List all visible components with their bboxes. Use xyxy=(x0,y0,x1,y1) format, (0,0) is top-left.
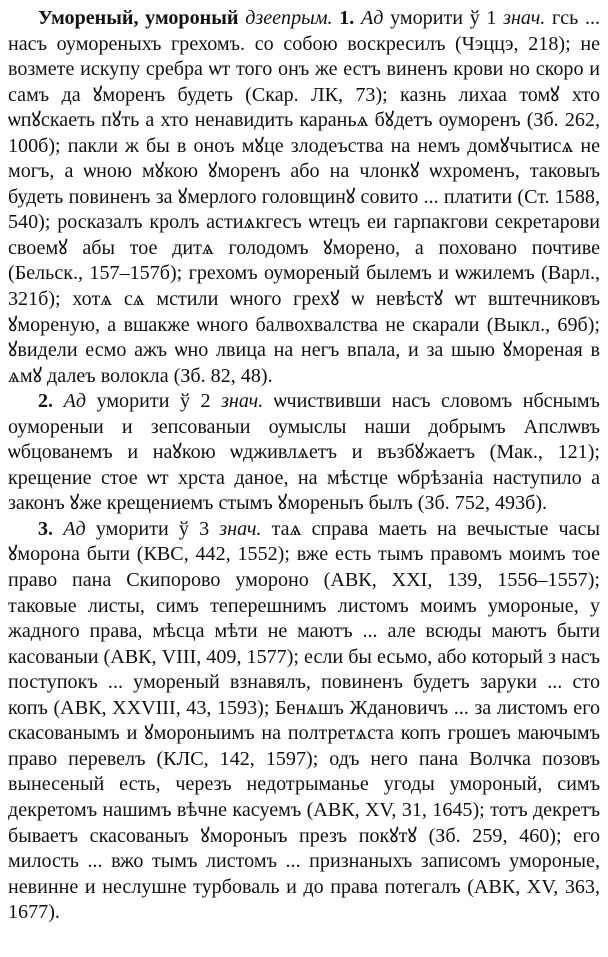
cross-ref-u: ў xyxy=(469,7,480,29)
cross-ref-sense-number: 1 xyxy=(486,7,497,29)
cross-ref-word: уморити xyxy=(96,390,170,413)
sense-number: 1. xyxy=(339,7,355,29)
cross-ref-znach: знач. xyxy=(221,390,264,413)
cross-ref-marker: Ад xyxy=(361,7,384,29)
cross-ref-sense-number: 3 xyxy=(199,517,210,540)
cross-ref-znach: знач. xyxy=(219,517,262,540)
headword: Умореный, умороный xyxy=(38,7,239,29)
sense-number: 3. xyxy=(38,517,54,540)
cross-ref-word: уморити xyxy=(390,7,464,29)
sense-body: гсь ... насъ оумореныхъ грехомъ. со собою воскресилъ (Чэццэ, 218); не возмете искупу сребра ѡт того онъ же естъ виненъ крови но скоро и самъ да ꙋморенъ будеть (Скар. ЛК, 73); казнь лихаа томꙋ хто ѡпꙋскаеть пꙋть а хто ненавидить караньѧ бꙋдетъ оуморенъ (Зб. 262, 100б); пакли ж бы в оноъ мꙋце злодеъства на немъ домꙋчытисѧ не могъ, а ѡною мꙋкою ꙋморенъ або на члонкꙋ ѡхроменъ, таковыъ будеть повиненъ за ꙋмерлого головщинꙋ совито ... платити (Ст. 1588, 540); росказалъ кролъ астиѧкгесъ ѡтецъ еи гарпакгови секретарови своемꙋ абы тое дитѧ голодомъ ꙋморено, а похованo почтиве (Бельск., 157–157б); грехомъ оумореный былемъ и ѡжилемъ (Варл., 321б); хотѧ сѧ мстили ѡного грехꙋ ѡ невѣстꙋ ѡт вштечниковъ ꙋмореную, а вшакже ѡного балвохвалства не скарали (Выкл., 69б); ꙋвидели есмо ажъ ѡно лвица на негъ впала, и за шыю ꙋмореная в ѧмꙋ далеъ волокла (Зб. 82, 48). xyxy=(8,7,601,387)
sense-number: 2. xyxy=(38,390,54,413)
dictionary-entry-sense-1 xyxy=(8,6,600,389)
cross-ref-u: ў xyxy=(178,517,189,540)
sense-body: таѧ справа маеть на вечыстые часы ꙋморона быти (КВС, 442, 1552); вже есть тымъ правомъ моимъ тое право пана Скипорово умороно (АВК, XXI, 139, 1556–1557); таковые листы, симъ теперешнимъ листомъ моимъ умороные, у жадного права, мѣсца мѣти не маютъ ... але всюды маютъ быти касованыи (АВК, VIII, 409, 1577); если бы есьмо, або который з насъ поступокъ ... умореный взнавялъ, повиненъ будетъ заруки ... сто копъ (АВК, XXVIII, 43, 1593); Бенѧшъ Ждановичъ ... за листомъ его скасованымъ и ꙋмороныимъ на полтретѧста копъ грошеъ маючымъ право перевелъ (КЛС, 142, 1597); одъ него пана Волчка позовъ вынесеный есть, черезъ недотрыманье угоды умороный, симъ декретомъ нашимъ вѣчне касуемъ (АВК, XV, 31, 1645); тотъ декретъ бываетъ скасованыъ ꙋмороныъ презъ покꙋтꙋ (Зб. 259, 460); его милость ... вжо тымъ листомъ ... признаныхъ записомъ умороные, невинне и неслушне турбоваль и до права потегалъ (АВК, XV, 363, 1677). xyxy=(8,517,600,924)
cross-ref-znach: знач. xyxy=(503,7,546,29)
cross-ref-word: уморити xyxy=(95,517,169,540)
cross-ref-marker: Ад xyxy=(63,517,86,540)
cross-ref-u: ў xyxy=(179,390,191,413)
part-of-speech: дзеепрым. xyxy=(245,7,333,29)
dictionary-entry-sense-2 xyxy=(8,389,600,517)
dictionary-entry-sense-3 xyxy=(8,517,600,926)
cross-ref-marker: Ад xyxy=(63,390,87,413)
cross-ref-sense-number: 2 xyxy=(200,390,211,413)
sense-body: ѡчиствивши насъ словомъ нбснымъ оумореныи и зепсованыи оумыслы наши добрымъ Апслѡвъ ѡбцованемъ и наꙋкою ѡдживлѧетъ и възбꙋжаетъ (Мак., 121); крещение стое ѡт хрста даное, на мѣстце ѡбрѣзаніа наступило а законъ ꙋже крещениемъ стымъ ꙋмореныъ былъ (Зб. 752, 493б). xyxy=(8,390,600,515)
